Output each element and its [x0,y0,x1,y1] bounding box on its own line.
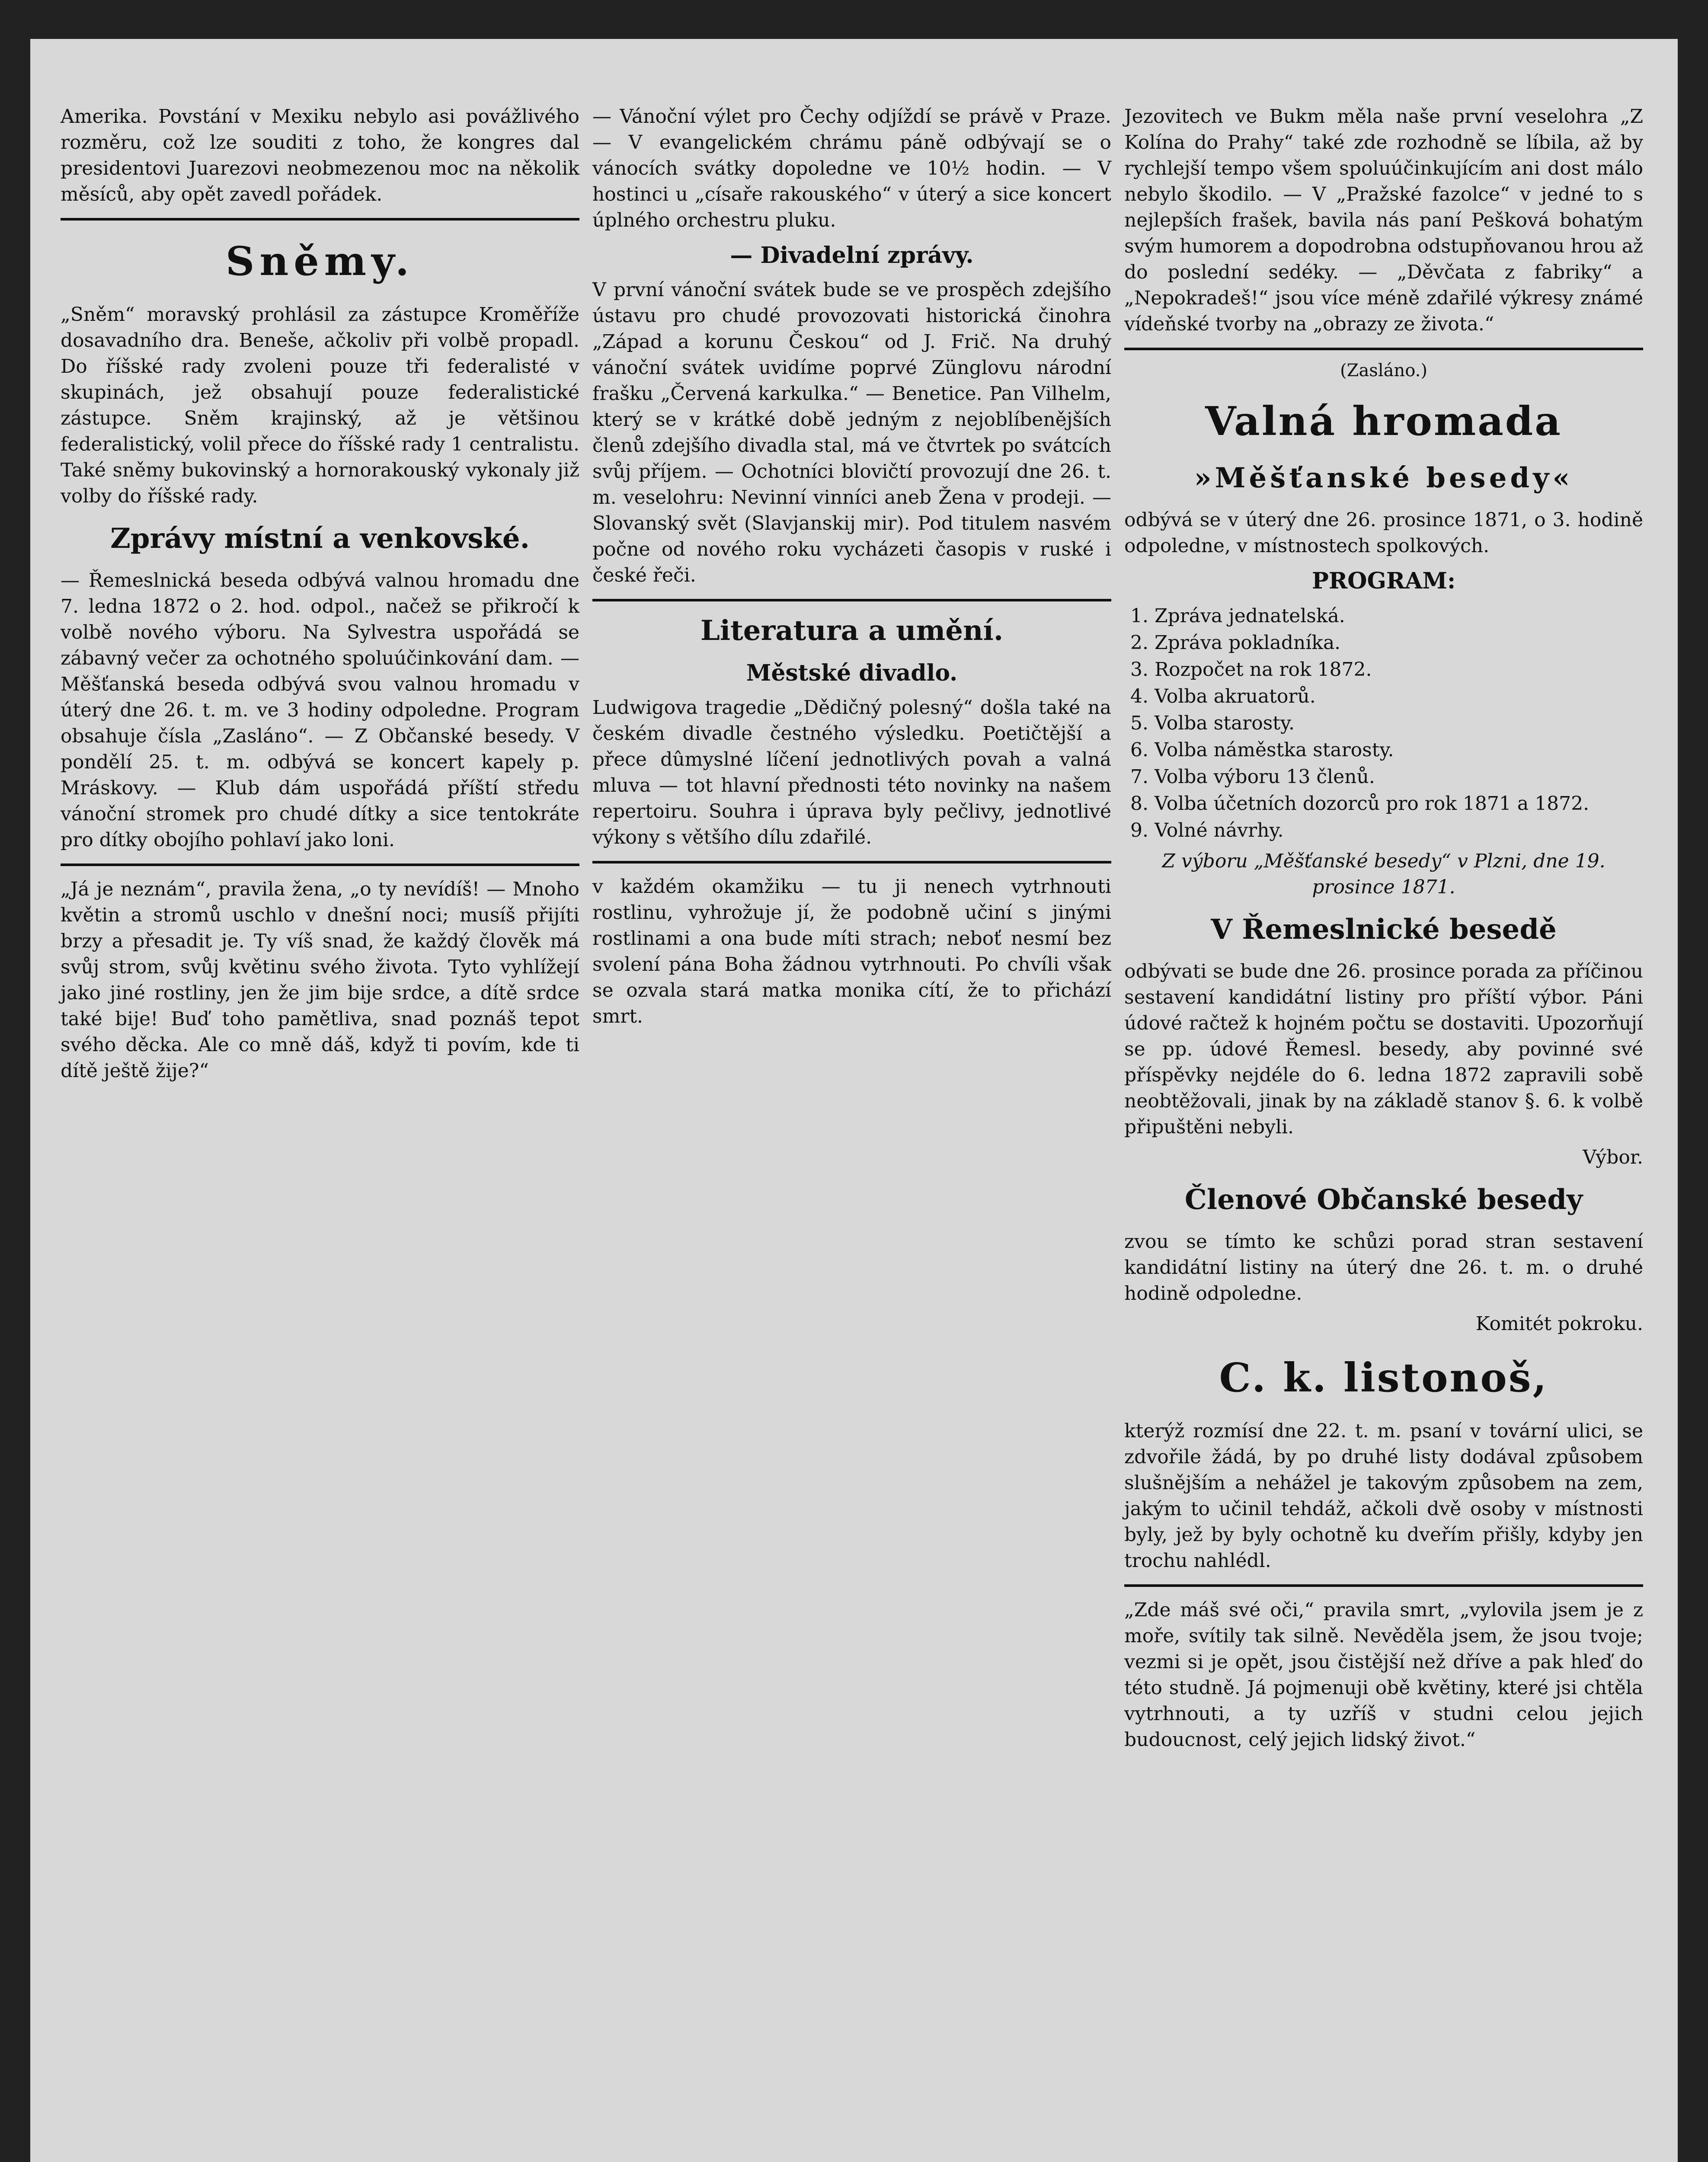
program-item: 9. Volné návrhy. [1155,817,1643,844]
obcanske-heading: Členové Občanské besedy [1184,1183,1583,1216]
divadlo-article: V první vánoční svátek bude se ve prospěch zdejšího ústavu pro chudé provozovati historická činohra „Západ a korunu Českou“ od J. Frič. Na druhý vánoční svátek uvidíme poprvé Zünglovu národní frašku „Červená karkulka.“ — Benetice. Pan Vilhelm, který se v krátké době jedným z nejoblíbenějších členů zdejšího divadla stal, má ve čtvrtek po svátcích svůj příjem. — Ochotníci blovičtí provozují dne 26. t. m. veselohru: Nevinní vinníci aneb Žena v prodeji. — Slovanský svět (Slavjanskij mir). Pod titulem nasvém počne od nového roku vycházeti časopis v ruské i české řeči. [592,279,1111,586]
divider [592,599,1111,601]
divider [592,861,1111,864]
divider [61,864,579,866]
obcanske-notice: zvou se tímto ke schůzi porad stran sestavení kandidátní listiny na úterý dne 26. t. m. o druhé hodině odpoledne. [1124,1231,1643,1305]
zaslano-label: (Zasláno.) [1340,361,1427,381]
feuilleton-text: „Zde máš své oči,“ pravila smrt, „vylovila jsem je z moře, svítily tak silně. Nevěděla jsem, že jsou tvoje; vezmi si je opět, jsou čistější než dříve a pak hleď do této studně. Já pojmenuji obě květiny, které jsi chtěla vytrhnouti, a ty uzříš v studni celou jejich budoucnost, celý jejich lidský život.“ [1124,1599,1643,1751]
sneme-article: „Sněm“ moravský prohlásil za zástupce Kroměříže dosavadního dra. Beneše, ačkoliv při volbě propadl. Do říšské rady zvoleni pouze tři federalisté v skupinách, jež obsahují pouze federalistické zástupce. Sněm krajinský, až je většinou federalistický, volil přece do říšské rady 1 centralistu. Také sněmy bukovinský a hornorakouský vykonaly již volby do říšské rady. [61,304,579,507]
column-right [1124,104,1643,1757]
mestanske-besedy-heading: »Měšťanské besedy« [1194,462,1574,494]
amerika-article: Amerika. Povstání v Mexiku nebylo asi povážlivého rozměru, což lze souditi z toho, že kongres dal presidentovi Juarezovi neobmezenou moc na několik měsíců, aby opět zavedl pořádek. [61,106,579,205]
remeslnicka-signature: Výbor. [1583,1146,1643,1168]
divider [61,218,579,221]
feuilleton-text: v každém okamžiku — tu ji nenech vytrhnouti rostlinu, vyhrožuje jí, že podobně učiní s jinými rostlinami a ona bude míti strach; neboť nesmí bez svolení pána Boha žádnou vytrhnouti. Po chvíli však se ozvala stará matka monika cítí, že to přichází smrt. [592,876,1111,1027]
mestanske-signature: Z výboru „Měšťanské besedy“ v Plzni, dne 19. prosince 1871. [1162,850,1606,898]
literatura-heading: Literatura a umění. [700,614,1004,647]
mestske-divadlo-heading: Městské divadlo. [746,660,958,686]
divider [1124,348,1643,350]
divider [1124,1584,1643,1587]
listonos-heading: C. k. listonoš, [1219,1354,1548,1401]
program-item: 7. Volba výboru 13 členů. [1155,764,1643,790]
divadlo-heading: — Divadelní zprávy. [730,242,974,269]
sneme-heading: Sněmy. [225,238,415,285]
program-heading: PROGRAM: [1311,568,1456,594]
column-middle [592,104,1111,1034]
program-list [1124,603,1643,844]
valna-hromada-heading: Valná hromada [1205,398,1562,445]
newspaper-page [30,39,1678,2162]
program-item: 6. Volba náměstka starosty. [1155,737,1643,764]
mestanske-intro: odbývá se v úterý dne 26. prosince 1871, o 3. hodině odpoledne, v místnostech spolkových. [1124,509,1643,557]
column-left [61,104,579,1088]
zpravy-article: — Řemeslnická beseda odbývá valnou hromadu dne 7. ledna 1872 o 2. hod. odpol., načež se přikročí k volbě nového výboru. Na Sylvestra uspořádá se zábavný večer za ochotného spoluúčinkování dam. — Měšťanská beseda odbývá svou valnou hromadu v úterý dne 26. t. m. ve 3 hodiny odpoledne. Program obsahuje čísla „Zasláno“. — Z Občanské besedy. V pondělí 25. t. m. odbývá se koncert kapely p. Mráskovy. — Klub dám uspořádá příští středu vánoční stromek pro chudé dítky a sice tentokráte pro dítky obojího pohlaví jako loni. [61,569,579,851]
theatre-review: Jezovitech ve Bukm měla naše první veselohra „Z Kolína do Prahy“ také zde rozhodně se líbila, až by rychlejší tempo všem spoluúčinkujícím ani dost málo nebylo škodilo. — V „Pražské fazolce“ v jedné to s nejlepších frašek, bavila nás paní Pešková bohatým svým humorem a dopodrobna odstupňovanou hrou až do poslední sedéky. — „Děvčata z fabriky“ a „Nepokradeš!“ jsou více méně zdařilé výkresy známé vídeňské tvorby na „obrazy ze života.“ [1124,106,1643,335]
program-item: 8. Volba účetních dozorců pro rok 1871 a 1872. [1155,790,1643,817]
program-item: 3. Rozpočet na rok 1872. [1155,656,1643,683]
feuilleton-text: „Já je neznám“, pravila žena, „o ty nevídíš! — Mnoho květin a stromů uschlo v dnešní noci; musíš přijíti brzy a přesadit je. Ty víš snad, že každý člověk má svůj strom, svůj květinu svého života. Tyto vyhlížejí jako jiné rostliny, jen že jim bije srdce, a dítě srdce také bije! Buď toho pamětliva, snad poznáš tepot svého děcka. Ale co mně dáš, když ti povím, kde ti dítě ještě žije?“ [61,878,579,1082]
program-item: 2. Zpráva pokladníka. [1155,630,1643,656]
program-item: 5. Volba starosty. [1155,710,1643,737]
remeslnicka-heading: V Řemeslnické besedě [1211,913,1557,946]
obcanske-signature: Komitét pokroku. [1475,1313,1643,1335]
listonos-notice: kterýž rozmísí dne 22. t. m. psaní v tovární ulici, se zdvořile žádá, by po druhé listy dodával způsobem slušnějším a nehážel je takovým způsobem na zem, jakým to učinil tehdáž, ačkoli dvě osoby v místnosti byly, jež by byly ochotně ku dveřím přišly, kdyby jen trochu nahlédl. [1124,1420,1643,1572]
literatura-article: Ludwigova tragedie „Dědičný polesný“ došla také na českém divadle čestného výsledku. Poetičtější a přece dûmyslné líčení jednotlivých povah a valná mluva — tot hlavní přednosti této novinky na našem repertoiru. Souhra i úprava byly pečlivy, jednotlivé výkony s většího dílu zdařilé. [592,697,1111,848]
remeslnicka-notice: odbývati se bude dne 26. prosince porada za příčinou sestavení kandidátní listiny pro příští výbor. Páni údové račtež k hojném počtu se dostaviti. Upozorňují se pp. údové Řemesl. besedy, aby povinné své příspěvky nejdéle do 6. ledna 1872 zapravili sobě neobtěžovali, jinak by na základě stanov §. 6. k volbě připuštěni nebyli. [1124,960,1643,1138]
zpravy-heading: Zprávy místní a venkovské. [110,522,530,555]
local-news: — Vánoční výlet pro Čechy odjíždí se právě v Praze. — V evangelickém chrámu páně odbývají se o vánocích svátky dopoledne ve 10½ hodin. — V hostinci u „císaře rakouského“ v úterý a sice koncert úplného orchestru pluku. [592,106,1111,231]
program-item: 1. Zpráva jednatelská. [1155,603,1643,630]
program-item: 4. Volba akruatorů. [1155,683,1643,710]
